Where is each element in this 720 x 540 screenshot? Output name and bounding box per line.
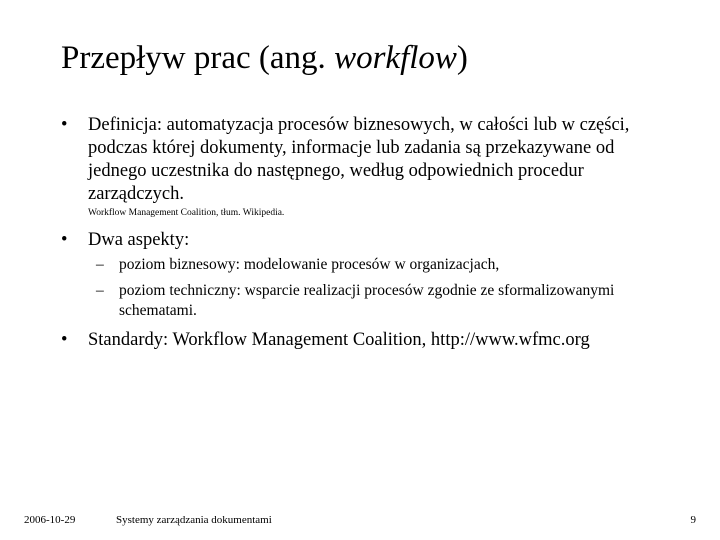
sub-bullet-business-text: poziom biznesowy: modelowanie procesów w organizacjach, xyxy=(119,256,500,273)
slide-title xyxy=(61,38,468,78)
slide-title-suffix: ) xyxy=(456,40,468,76)
footer-title: Systemy zarządzania dokumentami xyxy=(116,514,272,526)
sub-bullet-business xyxy=(96,255,656,275)
sub-bullet-technical xyxy=(96,281,656,321)
bullet-definition-text: Definicja: automatyzacja procesów biznesowych, w całości lub w części, podczas której dokumenty, informacje lub zadania są przekazywane od jednego uczestnika do następnego, według odpowiednich procedur zarządczych. xyxy=(88,115,630,204)
sub-bullet-technical-text: poziom techniczny: wsparcie realizacji procesów zgodnie ze sformalizowanymi schematami. xyxy=(119,282,615,319)
bullet-marker: • xyxy=(61,230,68,250)
sub-bullet-marker: – xyxy=(96,282,104,299)
bullet-marker: • xyxy=(61,330,68,350)
page-number: 9 xyxy=(690,514,696,526)
bullet-definition xyxy=(61,114,661,206)
source-note: Workflow Management Coalition, tłum. Wikipedia. xyxy=(88,208,285,218)
sub-bullet-marker: – xyxy=(96,256,104,273)
bullet-marker: • xyxy=(61,115,68,135)
slide-title-prefix: Przepływ prac (ang. xyxy=(61,40,335,76)
bullet-standards-text: Standardy: Workflow Management Coalition, http://www.wfmc.org xyxy=(88,330,590,350)
slide-title-italic: workflow xyxy=(334,40,457,76)
bullet-aspects xyxy=(61,229,661,252)
footer-date: 2006-10-29 xyxy=(24,514,76,526)
bullet-aspects-text: Dwa aspekty: xyxy=(88,230,190,250)
bullet-standards xyxy=(61,329,661,352)
